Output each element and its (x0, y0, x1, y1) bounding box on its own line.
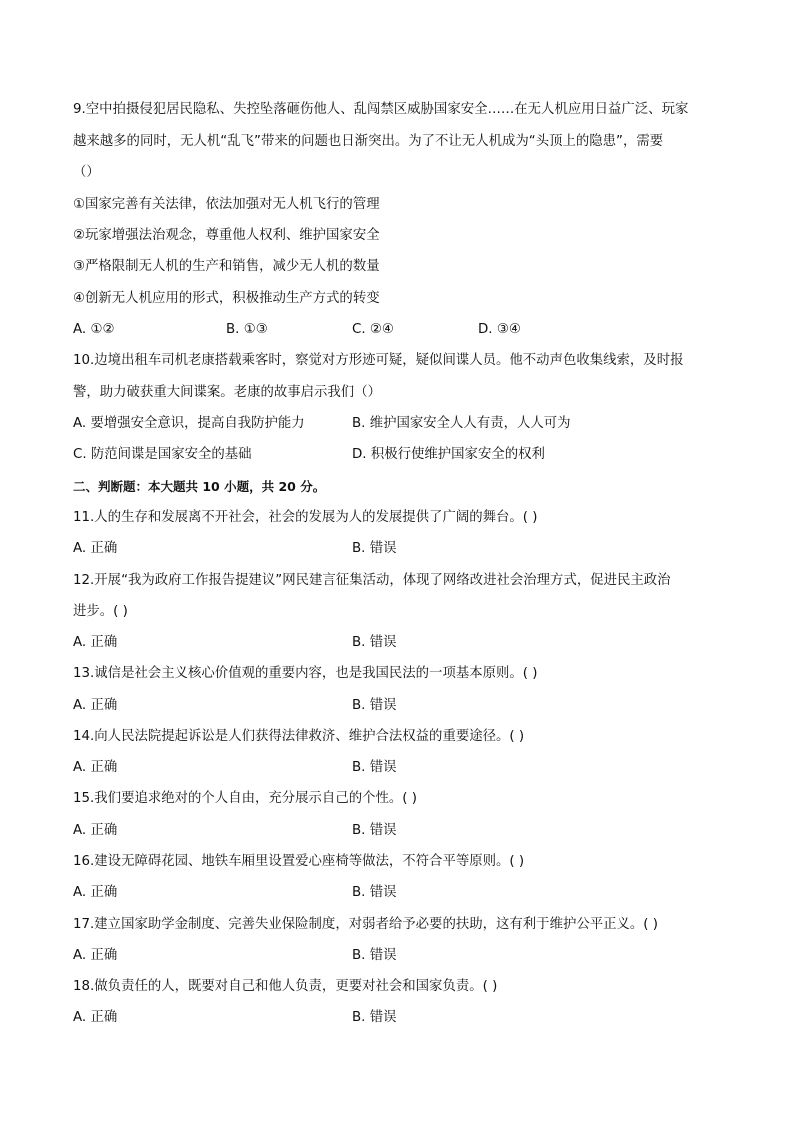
q13-option-a[interactable]: A. 正确 (73, 698, 118, 713)
q10-option-b[interactable]: B. 维护国家安全人人有责，人人可为 (352, 416, 571, 431)
q10-option-c[interactable]: C. 防范间谍是国家安全的基础 (73, 447, 252, 462)
q15-option-b[interactable]: B. 错误 (352, 823, 397, 838)
q16-stem: 16.建设无障碍花园、地铁车厢里设置爱心座椅等做法，不符合平等原则。( ) (73, 854, 525, 869)
q10-option-a[interactable]: A. 要增强安全意识，提高自我防护能力 (73, 416, 305, 431)
q11-option-b[interactable]: B. 错误 (352, 541, 397, 556)
q9-option-b[interactable]: B. ①③ (226, 322, 268, 337)
q9-item-3: ③严格限制无人机的生产和销售，减少无人机的数量 (73, 259, 380, 274)
q10-option-d[interactable]: D. 积极行使维护国家安全的权利 (352, 447, 545, 462)
q17-option-b[interactable]: B. 错误 (352, 948, 397, 963)
q13-option-b[interactable]: B. 错误 (352, 698, 397, 713)
q15-option-a[interactable]: A. 正确 (73, 823, 118, 838)
q15-stem: 15.我们要追求绝对的个人自由，充分展示自己的个性。( ) (73, 791, 417, 806)
q17-stem: 17.建立国家助学金制度、完善失业保险制度，对弱者给予必要的扶助，这有利于维护公平正义。( ) (73, 917, 659, 932)
q12-stem-line1: 12.开展“我为政府工作报告提建议”网民建言征集活动，体现了网络改进社会治理方式，促进民主政治 (73, 573, 671, 588)
q12-option-b[interactable]: B. 错误 (352, 635, 397, 650)
q9-option-d[interactable]: D. ③④ (478, 322, 521, 337)
q10-stem-line1: 10.边境出租车司机老康搭载乘客时，察觉对方形迹可疑，疑似间谍人员。他不动声色收集线索，及时报 (73, 353, 684, 368)
q12-option-a[interactable]: A. 正确 (73, 635, 118, 650)
q18-option-a[interactable]: A. 正确 (73, 1010, 118, 1025)
q14-option-b[interactable]: B. 错误 (352, 760, 397, 775)
q16-option-b[interactable]: B. 错误 (352, 885, 397, 900)
q12-stem-line2: 进步。( ) (73, 604, 128, 619)
q9-stem-line3: （） (73, 165, 100, 180)
q9-option-a[interactable]: A. ①② (73, 322, 115, 337)
q11-stem: 11.人的生存和发展离不开社会，社会的发展为人的发展提供了广阔的舞台。( ) (73, 510, 538, 525)
q9-option-c[interactable]: C. ②④ (352, 322, 394, 337)
q9-item-1: ①国家完善有关法律，依法加强对无人机飞行的管理 (73, 197, 380, 212)
q10-stem-line2: 警，助力破获重大间谍案。老康的故事启示我们（） (73, 385, 381, 400)
q18-option-b[interactable]: B. 错误 (352, 1010, 397, 1025)
q18-stem: 18.做负责任的人，既要对自己和他人负责，更要对社会和国家负责。( ) (73, 979, 498, 994)
section-2-heading: 二、判断题：本大题共 10 小题，共 20 分。 (73, 479, 326, 494)
q14-option-a[interactable]: A. 正确 (73, 760, 118, 775)
q13-stem: 13.诚信是社会主义核心价值观的重要内容，也是我国民法的一项基本原则。( ) (73, 666, 538, 681)
q11-option-a[interactable]: A. 正确 (73, 541, 118, 556)
q9-stem-line2: 越来越多的同时，无人机“乱飞”带来的问题也日渐突出。为了不让无人机成为“头顶上的隐患”，需要 (73, 134, 664, 149)
q9-item-2: ②玩家增强法治观念，尊重他人权利、维护国家安全 (73, 228, 380, 243)
q16-option-a[interactable]: A. 正确 (73, 885, 118, 900)
q17-option-a[interactable]: A. 正确 (73, 948, 118, 963)
q9-item-4: ④创新无人机应用的形式，积极推动生产方式的转变 (73, 291, 380, 306)
q14-stem: 14.向人民法院提起诉讼是人们获得法律救济、维护合法权益的重要途径。( ) (73, 729, 525, 744)
q9-stem-line1: 9.空中拍摄侵犯居民隐私、失控坠落砸伤他人、乱闯禁区威胁国家安全……在无人机应用日益广泛、玩家 (73, 102, 689, 117)
